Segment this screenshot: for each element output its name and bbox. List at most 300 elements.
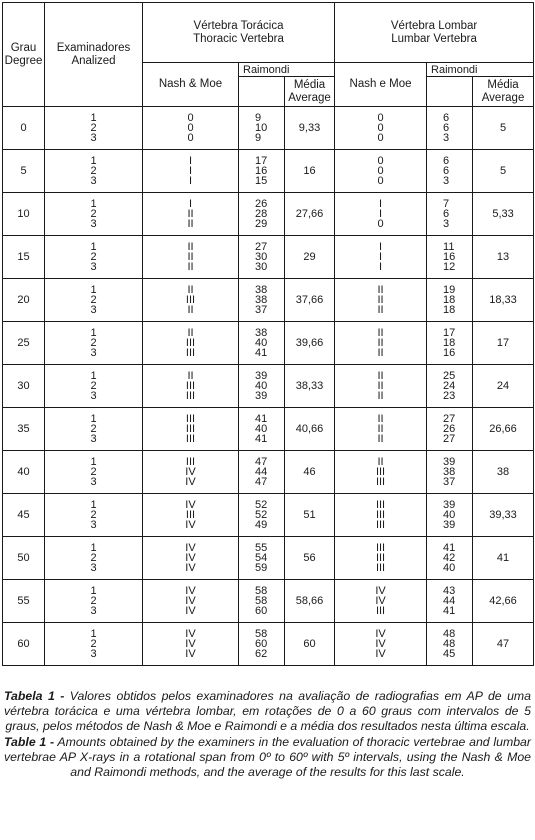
table-row	[3, 494, 534, 537]
header-thoracic-raimondi-values	[239, 77, 285, 107]
cell-value: 9	[255, 112, 262, 124]
cell-value: II	[377, 327, 384, 339]
cell-value: 3	[443, 175, 450, 187]
cell-value: III	[375, 509, 386, 521]
lumbar-nash-moe-cell	[335, 107, 427, 150]
lumbar-average-cell: 26,66	[473, 408, 534, 451]
lumbar-average-cell: 5,33	[473, 193, 534, 236]
thoracic-nash-moe-cell	[143, 279, 239, 322]
thoracic-average-cell: 27,66	[285, 193, 335, 236]
cell-value: 48	[443, 638, 456, 650]
lumbar-raimondi-cell	[427, 150, 473, 193]
cell-value: 60	[255, 605, 268, 617]
cell-value: 41	[255, 413, 268, 425]
cell-value: 2	[90, 466, 97, 478]
cell-value: I	[379, 251, 383, 263]
cell-value: 3	[90, 390, 97, 402]
lumbar-nash-moe-cell	[335, 150, 427, 193]
cell-value: 2	[90, 638, 97, 650]
cell-value: I	[379, 208, 383, 220]
cell-value: 2	[90, 165, 97, 177]
lumbar-nash-moe-cell	[335, 451, 427, 494]
cell-value: 47	[255, 456, 268, 468]
degree-cell: 35	[3, 408, 45, 451]
cell-value: 3	[90, 433, 97, 445]
cell-value: 37	[255, 304, 268, 316]
cell-value: 1	[90, 628, 97, 640]
cell-value: 39	[443, 519, 456, 531]
cell-value: 12	[443, 261, 456, 273]
cell-value: 3	[90, 261, 97, 273]
cell-value: 6	[443, 112, 450, 124]
header-thoracic-raimondi: Raimondi	[239, 63, 335, 77]
thoracic-raimondi-cell	[239, 408, 285, 451]
table-body	[3, 107, 534, 666]
caption-pt-label: Tabela 1 -	[4, 689, 65, 703]
thoracic-nash-moe-cell	[143, 236, 239, 279]
cell-value: 40	[255, 380, 268, 392]
cell-value: 1	[90, 370, 97, 382]
cell-value: 41	[255, 433, 268, 445]
cell-value: 18	[443, 304, 456, 316]
examiners-cell	[45, 279, 143, 322]
cell-value: 27	[255, 241, 268, 253]
cell-value: 1	[90, 542, 97, 554]
cell-value: III	[185, 337, 196, 349]
thoracic-nash-moe-cell	[143, 150, 239, 193]
cell-value: 3	[90, 519, 97, 531]
cell-value: II	[187, 208, 194, 220]
cell-value: IV	[375, 628, 386, 640]
thoracic-raimondi-cell	[239, 537, 285, 580]
lumbar-raimondi-cell	[427, 494, 473, 537]
cell-value: 59	[255, 562, 268, 574]
cell-value: III	[375, 519, 386, 531]
lumbar-nash-moe-cell	[335, 365, 427, 408]
cell-value: II	[187, 218, 194, 230]
cell-value: 1	[90, 155, 97, 167]
cell-value: 40	[255, 423, 268, 435]
cell-value: 3	[90, 605, 97, 617]
cell-value: 60	[255, 638, 268, 650]
cell-value: 17	[255, 155, 268, 167]
table-row	[3, 623, 534, 666]
cell-value: 39	[255, 370, 268, 382]
caption-portuguese	[4, 689, 531, 735]
cell-value: 0	[377, 122, 384, 134]
cell-value: 2	[90, 337, 97, 349]
lumbar-nash-moe-cell	[335, 623, 427, 666]
cell-value: 38	[443, 466, 456, 478]
thoracic-nash-moe-cell	[143, 193, 239, 236]
table-row	[3, 580, 534, 623]
lumbar-raimondi-cell	[427, 537, 473, 580]
cell-value: 7	[443, 198, 450, 210]
cell-value: II	[187, 251, 194, 263]
table-row	[3, 408, 534, 451]
header-lumbar-nash-moe: Nash e Moe	[335, 63, 427, 107]
cell-value: 44	[443, 595, 456, 607]
cell-value: 38	[255, 327, 268, 339]
lumbar-raimondi-cell	[427, 322, 473, 365]
thoracic-raimondi-cell	[239, 193, 285, 236]
cell-value: 16	[255, 165, 268, 177]
cell-value: 1	[90, 284, 97, 296]
table-row	[3, 193, 534, 236]
thoracic-average-cell: 46	[285, 451, 335, 494]
table-row	[3, 150, 534, 193]
cell-value: II	[187, 261, 194, 273]
degree-cell: 60	[3, 623, 45, 666]
cell-value: IV	[375, 595, 386, 607]
cell-value: 23	[443, 390, 456, 402]
cell-value: II	[187, 370, 194, 382]
header-lumbar-raimondi: Raimondi	[427, 63, 534, 77]
cell-value: 6	[443, 208, 450, 220]
cell-value: 26	[255, 198, 268, 210]
cell-value: 2	[90, 509, 97, 521]
lumbar-nash-moe-cell	[335, 494, 427, 537]
cell-value: III	[185, 380, 196, 392]
thoracic-average-cell: 16	[285, 150, 335, 193]
header-degree: Grau Degree	[3, 3, 45, 107]
examiners-cell	[45, 107, 143, 150]
cell-value: IV	[375, 585, 386, 597]
cell-value: I	[379, 261, 383, 273]
cell-value: 1	[90, 241, 97, 253]
cell-value: II	[377, 304, 384, 316]
cell-value: II	[187, 304, 194, 316]
lumbar-average-cell: 38	[473, 451, 534, 494]
cell-value: 62	[255, 648, 268, 660]
cell-value: III	[375, 542, 386, 554]
cell-value: 1	[90, 585, 97, 597]
cell-value: II	[377, 284, 384, 296]
cell-value: 52	[255, 509, 268, 521]
lumbar-average-cell: 5	[473, 150, 534, 193]
cell-value: III	[375, 466, 386, 478]
examiners-cell	[45, 193, 143, 236]
thoracic-raimondi-cell	[239, 494, 285, 537]
cell-value: IV	[185, 476, 196, 488]
lumbar-raimondi-cell	[427, 408, 473, 451]
cell-value: 0	[187, 132, 194, 144]
cell-value: IV	[185, 466, 196, 478]
cell-value: 3	[443, 132, 450, 144]
cell-value: II	[377, 347, 384, 359]
cell-value: 6	[443, 165, 450, 177]
cell-value: 2	[90, 423, 97, 435]
cell-value: II	[377, 337, 384, 349]
cell-value: 1	[90, 499, 97, 511]
cell-value: II	[377, 413, 384, 425]
table-row	[3, 279, 534, 322]
cell-value: 52	[255, 499, 268, 511]
cell-value: III	[375, 562, 386, 574]
cell-value: 40	[443, 509, 456, 521]
cell-value: IV	[185, 552, 196, 564]
cell-value: 18	[443, 294, 456, 306]
degree-cell: 25	[3, 322, 45, 365]
examiners-cell	[45, 150, 143, 193]
cell-value: 18	[443, 337, 456, 349]
caption-en-text: Amounts obtained by the examiners in the evaluation of thoracic vertebrae and lumbar vertebrae AP X-rays in a rotational span from 0º to 60º with 5º intervals, using the Nash & Moe and Raimondi methods, and the average of the results for this last scale.	[4, 734, 531, 780]
thoracic-raimondi-cell	[239, 623, 285, 666]
cell-value: III	[185, 413, 196, 425]
examiners-cell	[45, 537, 143, 580]
cell-value: III	[185, 423, 196, 435]
cell-value: IV	[185, 605, 196, 617]
cell-value: 2	[90, 208, 97, 220]
examiners-cell	[45, 580, 143, 623]
degree-cell: 50	[3, 537, 45, 580]
cell-value: 1	[90, 112, 97, 124]
degree-cell: 15	[3, 236, 45, 279]
lumbar-average-cell: 24	[473, 365, 534, 408]
cell-value: III	[185, 347, 196, 359]
cell-value: 3	[90, 218, 97, 230]
header-thoracic-average: Média Average	[285, 77, 335, 107]
cell-value: I	[188, 198, 193, 210]
examiners-cell	[45, 236, 143, 279]
examiners-cell	[45, 365, 143, 408]
cell-value: 39	[443, 456, 456, 468]
lumbar-nash-moe-cell	[335, 408, 427, 451]
cell-value: IV	[185, 628, 196, 640]
cell-value: 0	[377, 165, 384, 177]
lumbar-nash-moe-cell	[335, 322, 427, 365]
lumbar-raimondi-cell	[427, 236, 473, 279]
thoracic-raimondi-cell	[239, 580, 285, 623]
cell-value: I	[379, 241, 383, 253]
examiners-cell	[45, 408, 143, 451]
thoracic-nash-moe-cell	[143, 623, 239, 666]
lumbar-nash-moe-cell	[335, 193, 427, 236]
thoracic-raimondi-cell	[239, 236, 285, 279]
lumbar-average-cell: 42,66	[473, 580, 534, 623]
cell-value: 37	[443, 476, 456, 488]
cell-value: IV	[185, 585, 196, 597]
cell-value: 27	[443, 433, 456, 445]
cell-value: II	[377, 380, 384, 392]
cell-value: 17	[443, 327, 456, 339]
table-row	[3, 107, 534, 150]
lumbar-average-cell: 18,33	[473, 279, 534, 322]
thoracic-average-cell: 56	[285, 537, 335, 580]
cell-value: 39	[255, 390, 268, 402]
results-table	[2, 2, 534, 666]
cell-value: 1	[90, 413, 97, 425]
thoracic-average-cell: 60	[285, 623, 335, 666]
cell-value: 6	[443, 155, 450, 167]
lumbar-raimondi-cell	[427, 193, 473, 236]
cell-value: II	[377, 456, 384, 468]
cell-value: 2	[90, 380, 97, 392]
cell-value: 55	[255, 542, 268, 554]
thoracic-nash-moe-cell	[143, 580, 239, 623]
cell-value: 0	[377, 155, 384, 167]
examiners-cell	[45, 494, 143, 537]
thoracic-average-cell: 39,66	[285, 322, 335, 365]
cell-value: 10	[255, 122, 268, 134]
lumbar-average-cell: 47	[473, 623, 534, 666]
lumbar-average-cell: 39,33	[473, 494, 534, 537]
lumbar-average-cell: 13	[473, 236, 534, 279]
cell-value: III	[185, 456, 196, 468]
cell-value: 28	[255, 208, 268, 220]
degree-cell: 30	[3, 365, 45, 408]
caption-pt-text: Valores obtidos pelos examinadores na avaliação de radiografias em AP de uma vértebra torácica e uma vértebra lombar, em rotações de 0 a 60 graus com intervalos de 5 graus, pelos métodos de Nash & Moe e Raimondi e a média dos resultados nesta última escala.	[4, 689, 531, 734]
lumbar-nash-moe-cell	[335, 236, 427, 279]
caption-english	[4, 735, 531, 781]
cell-value: I	[188, 165, 193, 177]
header-lumbar-vertebra: Vértebra Lombar Lumbar Vertebra	[335, 3, 534, 63]
cell-value: 16	[443, 347, 456, 359]
header-thoracic-vertebra: Vértebra Torácica Thoracic Vertebra	[143, 3, 335, 63]
cell-value: 19	[443, 284, 456, 296]
cell-value: 45	[443, 648, 456, 660]
thoracic-raimondi-cell	[239, 279, 285, 322]
degree-cell: 10	[3, 193, 45, 236]
cell-value: III	[185, 509, 196, 521]
table-row	[3, 236, 534, 279]
cell-value: 24	[443, 380, 456, 392]
cell-value: 30	[255, 251, 268, 263]
degree-cell: 0	[3, 107, 45, 150]
cell-value: 1	[90, 327, 97, 339]
thoracic-raimondi-cell	[239, 322, 285, 365]
cell-value: IV	[185, 519, 196, 531]
lumbar-average-cell: 41	[473, 537, 534, 580]
cell-value: 2	[90, 294, 97, 306]
examiners-cell	[45, 623, 143, 666]
cell-value: II	[187, 284, 194, 296]
cell-value: 27	[443, 413, 456, 425]
cell-value: 15	[255, 175, 268, 187]
cell-value: 16	[443, 251, 456, 263]
cell-value: III	[185, 294, 196, 306]
cell-value: IV	[375, 638, 386, 650]
thoracic-average-cell: 58,66	[285, 580, 335, 623]
cell-value: II	[377, 370, 384, 382]
cell-value: 42	[443, 552, 456, 564]
lumbar-raimondi-cell	[427, 365, 473, 408]
cell-value: 47	[255, 476, 268, 488]
cell-value: III	[375, 605, 386, 617]
degree-cell: 40	[3, 451, 45, 494]
cell-value: 54	[255, 552, 268, 564]
cell-value: 39	[443, 499, 456, 511]
cell-value: IV	[185, 542, 196, 554]
thoracic-nash-moe-cell	[143, 408, 239, 451]
lumbar-raimondi-cell	[427, 279, 473, 322]
lumbar-nash-moe-cell	[335, 279, 427, 322]
examiners-cell	[45, 322, 143, 365]
cell-value: 30	[255, 261, 268, 273]
thoracic-average-cell: 29	[285, 236, 335, 279]
cell-value: 44	[255, 466, 268, 478]
cell-value: 25	[443, 370, 456, 382]
cell-value: 9	[255, 132, 262, 144]
cell-value: 0	[377, 132, 384, 144]
lumbar-raimondi-cell	[427, 580, 473, 623]
cell-value: 0	[187, 122, 194, 134]
table-row	[3, 537, 534, 580]
cell-value: 1	[90, 456, 97, 468]
cell-value: I	[188, 155, 193, 167]
thoracic-average-cell: 9,33	[285, 107, 335, 150]
thoracic-nash-moe-cell	[143, 322, 239, 365]
cell-value: 0	[377, 175, 384, 187]
cell-value: 2	[90, 251, 97, 263]
table-row	[3, 322, 534, 365]
cell-value: 0	[377, 112, 384, 124]
cell-value: 58	[255, 628, 268, 640]
cell-value: 29	[255, 218, 268, 230]
cell-value: 0	[187, 112, 194, 124]
cell-value: I	[379, 198, 383, 210]
lumbar-raimondi-cell	[427, 107, 473, 150]
cell-value: 11	[443, 241, 455, 253]
cell-value: II	[377, 423, 384, 435]
degree-cell: 5	[3, 150, 45, 193]
thoracic-nash-moe-cell	[143, 365, 239, 408]
cell-value: 40	[255, 337, 268, 349]
thoracic-average-cell: 51	[285, 494, 335, 537]
table-row	[3, 451, 534, 494]
degree-cell: 45	[3, 494, 45, 537]
cell-value: IV	[185, 562, 196, 574]
cell-value: 58	[255, 595, 268, 607]
cell-value: 3	[90, 175, 97, 187]
cell-value: IV	[375, 648, 386, 660]
thoracic-raimondi-cell	[239, 365, 285, 408]
cell-value: 2	[90, 552, 97, 564]
header-examiners: Examinadores Analized	[45, 3, 143, 107]
cell-value: 40	[443, 562, 456, 574]
cell-value: 3	[443, 218, 450, 230]
lumbar-nash-moe-cell	[335, 580, 427, 623]
cell-value: IV	[185, 638, 196, 650]
cell-value: IV	[185, 648, 196, 660]
thoracic-average-cell: 38,33	[285, 365, 335, 408]
cell-value: II	[377, 433, 384, 445]
thoracic-average-cell: 40,66	[285, 408, 335, 451]
table-row	[3, 365, 534, 408]
examiners-cell	[45, 451, 143, 494]
cell-value: 2	[90, 122, 97, 134]
header-thoracic-nash-moe: Nash & Moe	[143, 63, 239, 107]
cell-value: I	[188, 175, 193, 187]
thoracic-raimondi-cell	[239, 150, 285, 193]
cell-value: III	[185, 433, 196, 445]
cell-value: 41	[443, 605, 456, 617]
cell-value: III	[375, 499, 386, 511]
cell-value: 3	[90, 132, 97, 144]
cell-value: II	[377, 294, 384, 306]
header-lumbar-raimondi-values	[427, 77, 473, 107]
thoracic-average-cell: 37,66	[285, 279, 335, 322]
thoracic-raimondi-cell	[239, 107, 285, 150]
cell-value: 41	[443, 542, 456, 554]
cell-value: 26	[443, 423, 456, 435]
cell-value: IV	[185, 595, 196, 607]
cell-value: 3	[90, 347, 97, 359]
cell-value: 58	[255, 585, 268, 597]
cell-value: II	[187, 327, 194, 339]
thoracic-raimondi-cell	[239, 451, 285, 494]
cell-value: 3	[90, 562, 97, 574]
